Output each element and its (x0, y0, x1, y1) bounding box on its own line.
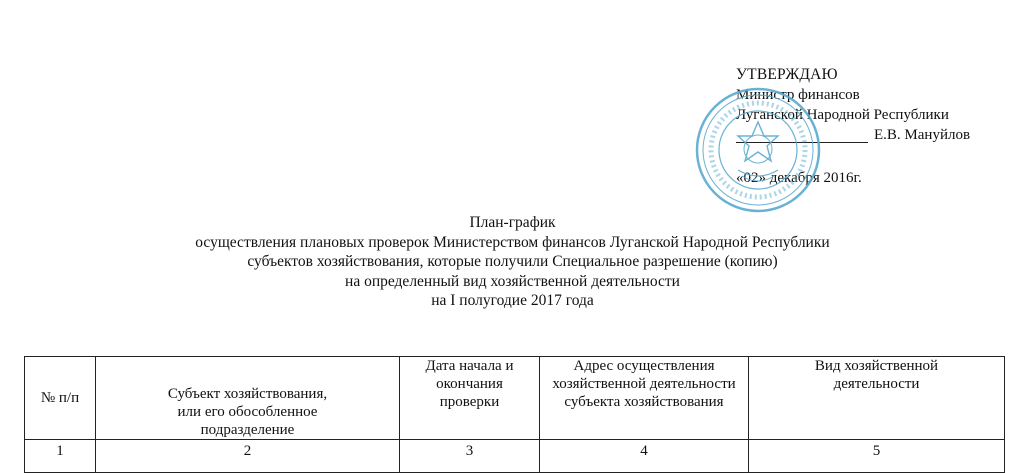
header-business-entity (96, 357, 400, 440)
plan-subtitle-line-4: на I полугодие 2017 года (431, 292, 594, 309)
header-line: или его обособленное (177, 404, 318, 420)
header-line: № п/п (40, 390, 80, 406)
plan-subtitle-line-3: на определенный вид хозяйственной деятельности (345, 272, 680, 290)
column-number-cell: 5 (749, 440, 1005, 473)
header-line: Дата начала и (425, 358, 514, 374)
header-activity-type (749, 357, 1005, 440)
plan-subtitle-line-1: осуществления плановых проверок Министерством финансов Луганской Народной Республики (195, 233, 830, 251)
table-header-row (25, 357, 1005, 440)
header-activity-address (540, 357, 749, 440)
column-number-cell: 2 (96, 440, 400, 473)
inspection-schedule-table (24, 356, 1005, 473)
header-inspection-dates (400, 357, 540, 440)
header-line: Адрес осуществления (573, 358, 715, 374)
header-line: проверки (439, 394, 500, 410)
header-line: субъекта хозяйствования (564, 394, 724, 410)
approval-heading: УТВЕРЖДАЮ (736, 66, 838, 83)
header-row-number (25, 357, 96, 440)
header-line: подразделение (200, 422, 295, 438)
plan-subtitle-line-2: субъектов хозяйствования, которые получили Специальное разрешение (копию) (247, 253, 778, 270)
column-number-cell: 3 (400, 440, 540, 473)
official-seal-icon (694, 86, 822, 214)
header-line: Субъект хозяйствования, (167, 386, 328, 402)
plan-title-block (120, 213, 905, 311)
column-number-cell: 4 (540, 440, 749, 473)
plan-title: План-график (469, 214, 556, 231)
approval-position-line-1: Министр финансов (736, 87, 860, 103)
header-line: Вид хозяйственной (814, 358, 939, 374)
header-line: хозяйственной деятельности (552, 376, 736, 392)
table-row (25, 440, 1005, 473)
signer-name: Е.В. Мануйлов (874, 127, 971, 143)
approval-date: «02» декабря 2016г. (736, 170, 862, 186)
header-line: окончания (436, 376, 503, 392)
approval-position-line-2: Луганской Народной Республики (736, 107, 949, 123)
column-number-cell: 1 (25, 440, 96, 473)
header-line: деятельности (833, 376, 920, 392)
